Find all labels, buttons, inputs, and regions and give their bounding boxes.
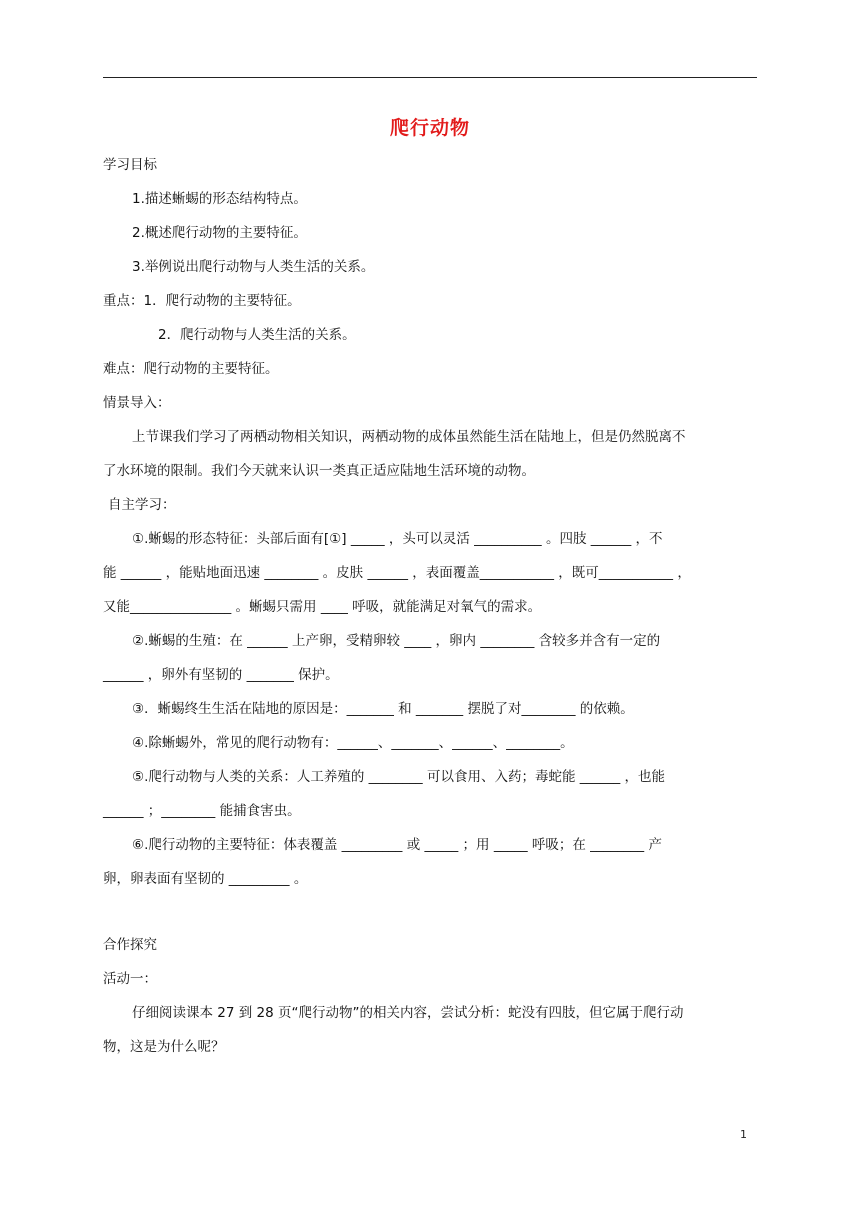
key-points-1: 重点：1．爬行动物的主要特征。 — [103, 293, 301, 309]
key-points-2: 2．爬行动物与人类生活的关系。 — [158, 327, 356, 343]
objective-3: 3.举例说出爬行动物与人类生活的关系。 — [132, 259, 375, 275]
activity-1-paragraph-line-2: 物，这是为什么呢？ — [103, 1039, 225, 1055]
question-3: ③．蜥蜴终生生活在陆地的原因是：_______ 和 _______ 摆脱了对________ 的依赖。 — [132, 701, 634, 717]
question-2-line-1: ②.蜥蜴的生殖：在 ______ 上产卵，受精卵较 ____ ，卵内 ________ 含较多并含有一定的 — [132, 633, 661, 649]
intro-paragraph-line-1: 上节课我们学习了两栖动物相关知识，两栖动物的成体虽然能生活在陆地上，但是仍然脱离不 — [132, 429, 686, 445]
section-heading-objectives: 学习目标 — [103, 157, 157, 173]
section-heading-self-study: 自主学习： — [108, 497, 176, 513]
activity-1-paragraph-line-1: 仔细阅读课本 27 到 28 页“爬行动物”的相关内容，尝试分析：蛇没有四肢，但它属于爬行动 — [132, 1005, 684, 1021]
question-6-line-2: 卵，卵表面有坚韧的 _________ 。 — [103, 871, 308, 887]
section-heading-cooperation: 合作探究 — [103, 937, 157, 953]
question-2-line-2: ______ ，卵外有坚韧的 _______ 保护。 — [103, 667, 339, 683]
objective-2: 2.概述爬行动物的主要特征。 — [132, 225, 307, 241]
question-5-line-1: ⑤.爬行动物与人类的关系：人工养殖的 ________ 可以食用、入药；毒蛇能 ______ ，也能 — [132, 769, 666, 785]
question-4: ④.除蜥蜴外，常见的爬行动物有：______、_______、______、________。 — [132, 735, 574, 751]
question-6-line-1: ⑥.爬行动物的主要特征：体表覆盖 _________ 或 _____ ；用 _____ 呼吸；在 ________ 产 — [132, 837, 662, 853]
header-rule — [103, 77, 757, 78]
objective-1: 1.描述蜥蜴的形态结构特点。 — [132, 191, 307, 207]
question-1-line-3: 又能_______________ 。蜥蜴只需用 ____ 呼吸，就能满足对氧气的需求。 — [103, 599, 542, 615]
question-1-line-2: 能 ______ ，能贴地面迅速 ________ 。皮肤 ______ ，表面覆盖___________ ，既可___________ ， — [103, 565, 691, 581]
page-title: 爬行动物 — [389, 117, 470, 139]
question-1-line-1: ①.蜥蜴的形态特征：头部后面有[①] _____ ，头可以灵活 __________ 。四肢 ______ ，不 — [132, 531, 663, 547]
question-5-line-2: ______ ；________ 能捕食害虫。 — [103, 803, 301, 819]
section-heading-intro: 情景导入： — [103, 395, 171, 411]
activity-1-heading: 活动一： — [103, 971, 157, 987]
page-number: 1 — [740, 1128, 747, 1141]
difficult-point: 难点：爬行动物的主要特征。 — [103, 361, 279, 377]
intro-paragraph-line-2: 了水环境的限制。我们今天就来认识一类真正适应陆地生活环境的动物。 — [103, 463, 535, 479]
